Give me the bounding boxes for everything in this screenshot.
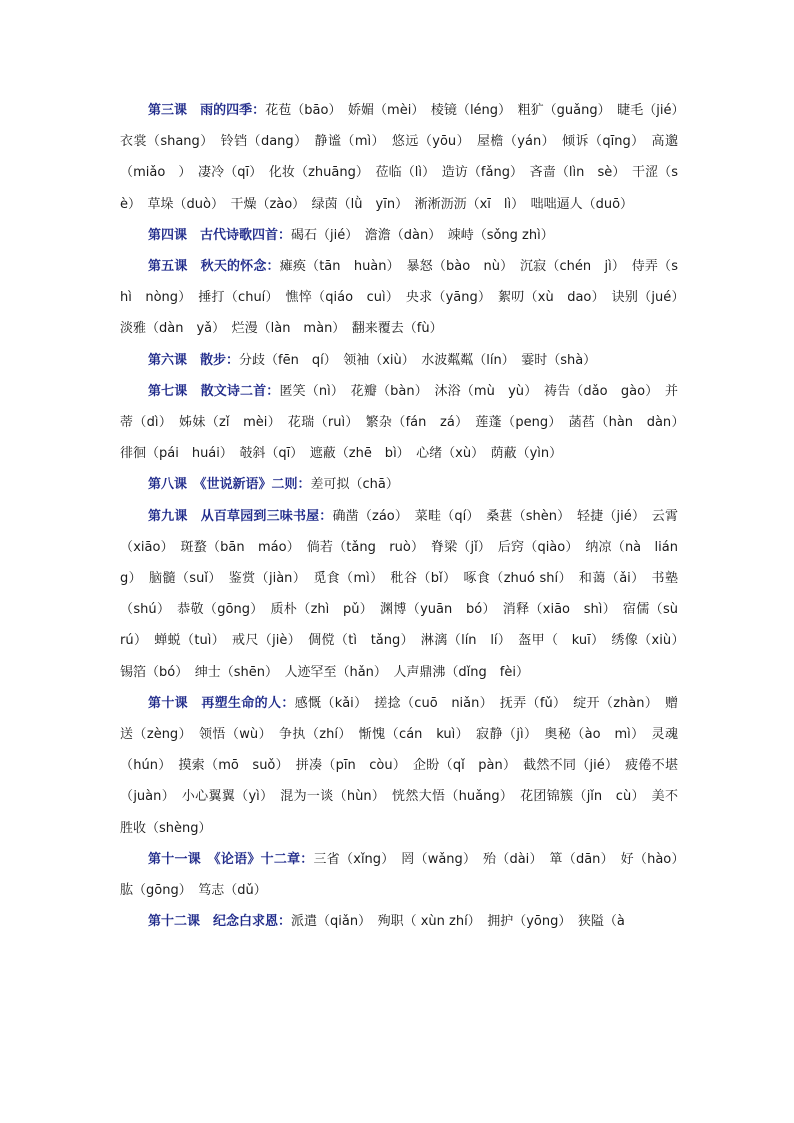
lesson-paragraph-4 xyxy=(120,220,678,251)
lesson-paragraph-12 xyxy=(120,906,678,937)
vocab-list: 瘫痪（tān huàn） 暴怒（bào nù） 沉寂（chén jì） 侍弄（shì nòng） 捶打（chuí） 憔悴（qiáo cuì） 央求（yāng） 絮叨（xù dao） 诀别（jué） 淡雅（dàn yǎ） 烂漫（làn màn） 翻来覆去（fù） xyxy=(120,259,692,337)
vocab-list: 感慨（kǎi） 搓捻（cuō niǎn） 抚弄（fǔ） 绽开（zhàn） 赠送（zèng） 领悟（wù） 争执（zhí） 惭愧（cán kuì） 寂静（jì） 奥秘（ào mì） 灵魂（hún） 摸索（mō suǒ） 拼凑（pīn còu） 企盼（qǐ pàn） 截然不同（jié） 疲倦不堪（juàn） 小心翼翼（yì） 混为一谈（hùn） 恍然大悟（huǎng） 花团锦簇（jǐn cù） 美不胜收（shèng） xyxy=(120,695,678,836)
lesson-title: 第八课 《世说新语》二则： xyxy=(148,477,311,493)
vocab-list: 碣石（jié） 澹澹（dàn） 竦峙（sǒng zhì） xyxy=(291,227,554,243)
lesson-paragraph-7 xyxy=(120,376,692,470)
vocab-list: 花苞（bāo） 娇媚（mèi） 棱镜（léng） 粗犷（guǎng） 睫毛（jié） 衣裳（shang） 铃铛（dang） 静谧（mì） 悠远（yōu） 屋檐（yán） 倾诉（qīng） 高邈（miǎo ） 凄冷（qī） 化妆（zhuāng） 莅临（lì） 造访（fǎng） 吝啬（lìn sè） 干涩（sè） 草垛（duò） 干燥（zào） 绿茵（lǜ yīn） 淅淅沥沥（xī lì） 咄咄逼人（duō） xyxy=(120,103,691,212)
lesson-paragraph-10 xyxy=(120,688,678,844)
lesson-title: 第十课 再塑生命的人： xyxy=(148,695,295,711)
lesson-paragraph-5 xyxy=(120,251,692,345)
vocab-list: 差可拟（chā） xyxy=(310,477,399,493)
vocab-list: 分歧（fēn qí） 领袖（xiù） 水波粼粼（lín） 霎时（shà） xyxy=(239,352,597,368)
lesson-title: 第三课 雨的四季： xyxy=(148,103,266,118)
lesson-paragraph-8 xyxy=(120,469,678,500)
lesson-title: 第四课 古代诗歌四首： xyxy=(148,227,292,243)
lesson-title: 第六课 散步： xyxy=(148,352,240,368)
vocab-list: 派遣（qiǎn） 殉职（ xùn zhí） 拥护（yōng） 狭隘（à xyxy=(291,914,625,930)
vocab-list: 匿笑（nì） 花瓣（bàn） 沐浴（mù yù） 祷告（dǎo gào） 并蒂（dì） 姊妹（zǐ mèi） 花瑞（ruì） 繁杂（fán zá） 莲蓬（peng） 菡萏（hàn dàn） 徘徊（pái huái） 攲斜（qī） 遮蔽（zhē bì） 心绪（xù） 荫蔽（yìn） xyxy=(120,383,692,462)
lesson-paragraph-3 xyxy=(120,95,691,220)
vocab-list: 确凿（záo） 菜畦（qí） 桑葚（shèn） 轻捷（jié） 云霄（xiāo） 斑蝥（bān máo） 倘若（tǎng ruò） 脊梁（jǐ） 后窍（qiào） 纳凉（nà liáng） 脑髓（suǐ） 鉴赏（jiàn） 觅食（mì） 秕谷（bǐ） 啄食（zhuó shí） 和蔼（ǎi） 书塾（shú） 恭敬（gōng） 质朴（zhì pǔ） 渊博（yuān bó） 消释（xiāo shì） 宿儒（sù rú） 蝉蜕（tuì） 戒尺（jiè） 倜傥（tì tǎng） 淋漓（lín lí） 盔甲（ kuī） 绣像（xiù） 锡箔（bó） 绅士（shēn） 人迹罕至（hǎn） 人声鼎沸（dǐng fèi） xyxy=(120,508,692,680)
lesson-paragraph-11 xyxy=(120,844,692,906)
lesson-paragraph-9 xyxy=(120,501,692,688)
lesson-title: 第十二课 纪念白求恩： xyxy=(148,914,292,930)
vocab-list: 三省（xǐng） 罔（wǎng） 殆（dài） 箪（dān） 好（hào） 肱（gōng） 笃志（dǔ） xyxy=(120,851,692,899)
lesson-title: 第九课 从百草园到三味书屋： xyxy=(148,508,333,524)
lesson-title: 第七课 散文诗二首： xyxy=(148,383,280,399)
lesson-paragraph-6 xyxy=(120,345,678,376)
lesson-title: 第五课 秋天的怀念： xyxy=(148,259,280,275)
lesson-title: 第十一课 《论语》十二章： xyxy=(148,851,314,867)
